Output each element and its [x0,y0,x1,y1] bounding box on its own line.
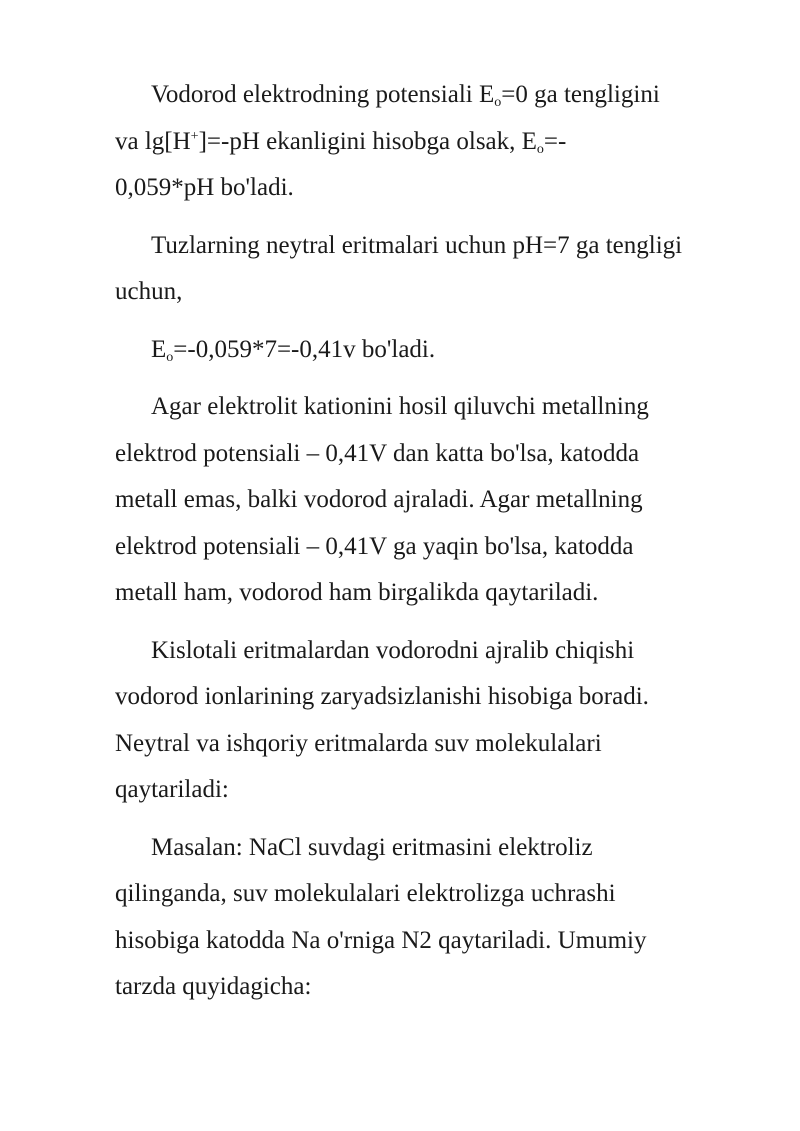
paragraph-cathode-condition [115,384,745,617]
text: tarzda quyidagicha: [115,973,312,1000]
text: 0,059*pH bo'ladi. [115,174,294,201]
text: Agar elektrolit kationini hosil qiluvchi metallning [151,393,649,420]
text: vodorod ionlarining zaryadsizlanishi hisobiga boradi. [115,683,649,710]
text: uchun, [115,278,183,305]
paragraph-example [115,825,745,1011]
text: metall emas, balki vodorod ajraladi. Agar metallning [115,486,643,513]
text: hisobiga katodda Na o'rniga N2 qaytariladi. Umumiy [115,926,647,954]
text: Tuzlarning neytral eritmalari uchun pH=7 ga tengligi [151,231,683,259]
paragraph-acidic-solutions [115,628,745,814]
text: elektrod potensiali – 0,41V dan katta bo'lsa, katodda [115,439,640,467]
text: Neytral va ishqoriy eritmalarda suv molekulalari [115,729,602,757]
text: Kislotali eritmalardan vodorodni ajralib chiqishi [151,636,635,664]
paragraph-electrode-potential [115,72,745,212]
paragraph-formula [115,327,745,374]
text: =- [543,127,567,155]
text: qaytariladi: [115,776,229,803]
text: =0 ga tengligini [501,81,660,108]
subscript: o [166,349,174,365]
text: Masalan: NaCl suvdagi eritmasini elektroliz [151,833,593,861]
text: qilinganda, suv molekulalari elektrolizga uchrashi [115,880,616,907]
text: elektrod potensiali – 0,41V ga yaqin bo'lsa, katodda [115,532,634,560]
text: metall ham, vodorod ham birgalikda qaytariladi. [115,579,599,606]
text: Vodorod elektrodning potensiali E [151,81,495,108]
document-page [115,72,745,1022]
paragraph-neutral-solutions [115,223,745,316]
text: E [151,335,167,363]
text: va lg[H [115,127,191,155]
subscript: o [494,95,502,110]
text: =-0,059*7=-0,41v bo'ladi. [173,335,436,363]
subscript: o [536,141,544,157]
superscript: + [190,128,199,144]
text: ]=-pH ekanligini hisobga olsak, E [198,127,537,155]
